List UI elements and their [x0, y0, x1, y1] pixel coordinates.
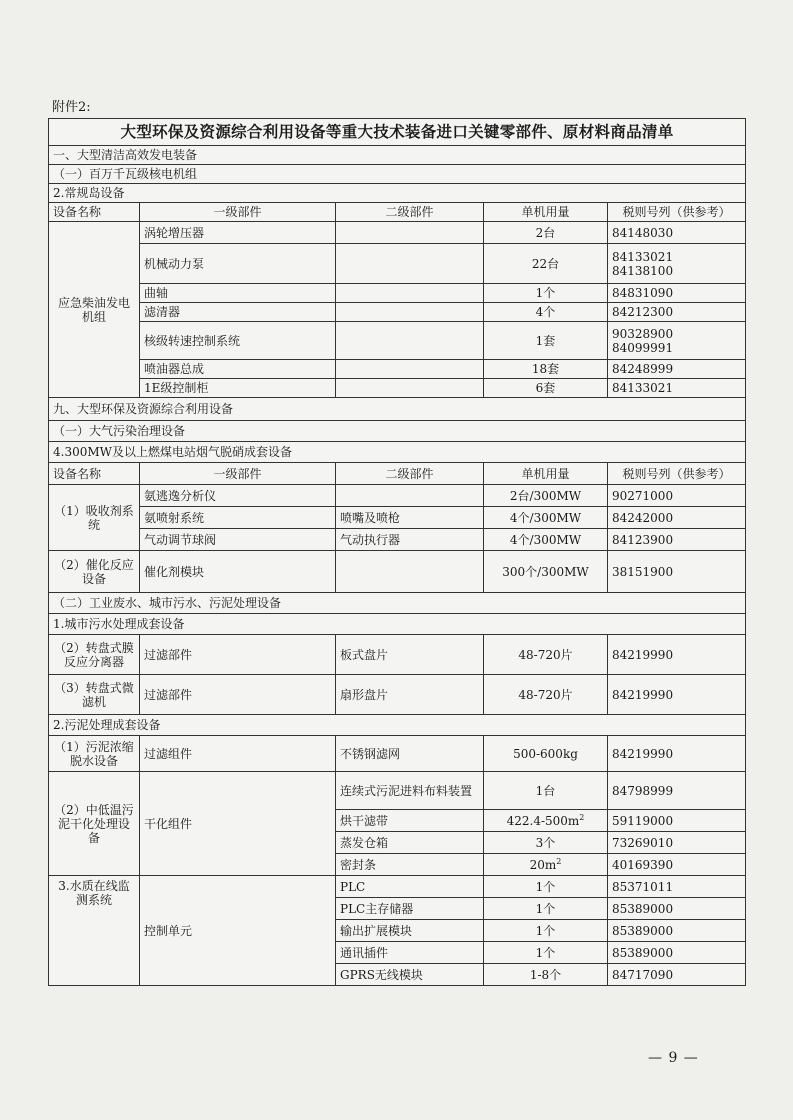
- section-heading: 一、大型清洁高效发电装备: [49, 146, 746, 165]
- table-row: [49, 635, 746, 675]
- table-row: [49, 507, 746, 529]
- table-row: [49, 876, 746, 898]
- tariff-code: 84138100: [612, 263, 674, 278]
- table-row: [49, 529, 746, 551]
- quantity: 22台: [484, 244, 608, 284]
- tariff-code: 85371011: [608, 876, 746, 898]
- tariff-code: 84242000: [608, 507, 746, 529]
- category-heading: 1.城市污水处理成套设备: [49, 614, 746, 635]
- quantity: 1个: [484, 898, 608, 920]
- header-code: 税则号列（供参考）: [608, 463, 746, 485]
- tariff-code: 84248999: [608, 360, 746, 379]
- tariff-code: 59119000: [608, 810, 746, 832]
- subpart-name: 气动执行器: [336, 529, 484, 551]
- tariff-code: 84717090: [608, 964, 746, 986]
- header-row: [49, 203, 746, 222]
- tariff-code: 84099991: [612, 340, 674, 355]
- header-subpart: 二级部件: [336, 203, 484, 222]
- quantity-cell: [484, 854, 608, 876]
- quantity: 4个: [484, 303, 608, 322]
- quantity: 20m: [529, 857, 557, 872]
- tariff-code: 90271000: [608, 485, 746, 507]
- header-qty: 单机用量: [484, 203, 608, 222]
- quantity-cell: [484, 810, 608, 832]
- tariff-code: 84831090: [608, 284, 746, 303]
- tariff-code: 90328900: [612, 326, 674, 341]
- table-row: [49, 244, 746, 284]
- header-device: 设备名称: [49, 203, 140, 222]
- quantity: 4个/300MW: [484, 529, 608, 551]
- tariff-code: 85389000: [608, 920, 746, 942]
- quantity: 1个: [484, 942, 608, 964]
- tariff-code: 73269010: [608, 832, 746, 854]
- part-name: 过滤部件: [140, 635, 336, 675]
- subpart-name: 密封条: [336, 854, 484, 876]
- tariff-code: 84133021: [608, 379, 746, 398]
- quantity: 1台: [484, 772, 608, 810]
- part-name: 喷油器总成: [140, 360, 336, 379]
- tariff-code: 84133021: [612, 249, 674, 264]
- device-name: （2）催化反应设备: [49, 551, 140, 593]
- device-name: （3）转盘式微滤机: [49, 675, 140, 715]
- subpart-name: 烘干滤带: [336, 810, 484, 832]
- part-name: 控制单元: [140, 876, 336, 986]
- header-qty: 单机用量: [484, 463, 608, 485]
- table-row: [49, 360, 746, 379]
- device-name: 应急柴油发电机组: [49, 222, 140, 398]
- quantity: 18套: [484, 360, 608, 379]
- tariff-code: 84219990: [608, 675, 746, 715]
- attachment-label: 附件2:: [52, 100, 91, 115]
- subpart-name: 扇形盘片: [336, 675, 484, 715]
- table-row: [49, 736, 746, 772]
- part-name: 气动调节球阀: [140, 529, 336, 551]
- device-name: 3.水质在线监测系统: [49, 876, 140, 986]
- subpart-name: 喷嘴及喷枪: [336, 507, 484, 529]
- tariff-code: 38151900: [608, 551, 746, 593]
- tariff-code-cell: [608, 322, 746, 360]
- header-row: [49, 463, 746, 485]
- subpart-name: [336, 551, 484, 593]
- part-name: 催化剂模块: [140, 551, 336, 593]
- page-number: — 9 —: [648, 1050, 699, 1066]
- quantity: 2台/300MW: [484, 485, 608, 507]
- subpart-name: 连续式污泥进料布料装置: [336, 772, 484, 810]
- tariff-code: 84798999: [608, 772, 746, 810]
- device-name: （1）吸收剂系统: [49, 485, 140, 551]
- device-name: （1）污泥浓缩脱水设备: [49, 736, 140, 772]
- part-name: 1E级控制柜: [140, 379, 336, 398]
- document-title: 大型环保及资源综合利用设备等重大技术装备进口关键零部件、原材料商品清单: [49, 119, 746, 146]
- quantity: 48-720片: [484, 675, 608, 715]
- quantity: 422.4-500m: [506, 813, 580, 828]
- header-device: 设备名称: [49, 463, 140, 485]
- table-row: [49, 675, 746, 715]
- subpart-name: [336, 360, 484, 379]
- tariff-code: 85389000: [608, 898, 746, 920]
- subpart-name: 不锈钢滤网: [336, 736, 484, 772]
- table-row: [49, 322, 746, 360]
- tariff-code: 85389000: [608, 942, 746, 964]
- part-name: 核级转速控制系统: [140, 322, 336, 360]
- subpart-name: [336, 379, 484, 398]
- quantity-superscript: 2: [579, 812, 585, 822]
- subsection-heading: （二）工业废水、城市污水、污泥处理设备: [49, 593, 746, 614]
- header-code: 税则号列（供参考）: [608, 203, 746, 222]
- quantity: 4个/300MW: [484, 507, 608, 529]
- quantity: 1个: [484, 876, 608, 898]
- part-name: 滤清器: [140, 303, 336, 322]
- quantity: 1-8个: [484, 964, 608, 986]
- table-row: [49, 379, 746, 398]
- part-name: 氨喷射系统: [140, 507, 336, 529]
- category-heading: 4.300MW及以上燃煤电站烟气脱硝成套设备: [49, 442, 746, 463]
- header-part: 一级部件: [140, 203, 336, 222]
- quantity: 2台: [484, 222, 608, 244]
- quantity: 1套: [484, 322, 608, 360]
- tariff-code: 84219990: [608, 635, 746, 675]
- subpart-name: [336, 322, 484, 360]
- part-name: 涡轮增压器: [140, 222, 336, 244]
- tariff-code: 84212300: [608, 303, 746, 322]
- tariff-code: 84123900: [608, 529, 746, 551]
- subpart-name: [336, 485, 484, 507]
- subpart-name: [336, 222, 484, 244]
- part-name: 机械动力泵: [140, 244, 336, 284]
- table-row: [49, 551, 746, 593]
- tariff-code-cell: [608, 244, 746, 284]
- table-row: [49, 772, 746, 810]
- device-name: （2）转盘式膜反应分离器: [49, 635, 140, 675]
- quantity: 500-600kg: [484, 736, 608, 772]
- device-name: （2）中低温污泥干化处理设备: [49, 772, 140, 876]
- quantity-superscript: 2: [556, 856, 562, 866]
- subpart-name: [336, 284, 484, 303]
- table-row: [49, 485, 746, 507]
- part-name: 氨逃逸分析仪: [140, 485, 336, 507]
- category-heading: 2.常规岛设备: [49, 184, 746, 203]
- subpart-name: 板式盘片: [336, 635, 484, 675]
- tariff-code: 40169390: [608, 854, 746, 876]
- table-row: [49, 284, 746, 303]
- tariff-code: 84148030: [608, 222, 746, 244]
- tariff-code: 84219990: [608, 736, 746, 772]
- quantity: 48-720片: [484, 635, 608, 675]
- part-name: 过滤组件: [140, 736, 336, 772]
- table-row: [49, 222, 746, 244]
- subpart-name: 输出扩展模块: [336, 920, 484, 942]
- quantity: 1个: [484, 920, 608, 942]
- subpart-name: PLC: [336, 876, 484, 898]
- subpart-name: [336, 303, 484, 322]
- subpart-name: [336, 244, 484, 284]
- part-name: 过滤部件: [140, 675, 336, 715]
- subpart-name: GPRS无线模块: [336, 964, 484, 986]
- section-heading: 九、大型环保及资源综合利用设备: [49, 398, 746, 421]
- part-name: 干化组件: [140, 772, 336, 876]
- table-row: [49, 303, 746, 322]
- quantity: 1个: [484, 284, 608, 303]
- header-part: 一级部件: [140, 463, 336, 485]
- subpart-name: 蒸发仓箱: [336, 832, 484, 854]
- quantity: 3个: [484, 832, 608, 854]
- subpart-name: 通讯插件: [336, 942, 484, 964]
- quantity: 6套: [484, 379, 608, 398]
- subpart-name: PLC主存储器: [336, 898, 484, 920]
- subsection-heading: （一）大气污染治理设备: [49, 421, 746, 442]
- quantity: 300个/300MW: [484, 551, 608, 593]
- part-name: 曲轴: [140, 284, 336, 303]
- header-subpart: 二级部件: [336, 463, 484, 485]
- subsection-heading: （一）百万千瓦级核电机组: [49, 165, 746, 184]
- equipment-parts-table: [48, 118, 746, 986]
- category-heading: 2.污泥处理成套设备: [49, 715, 746, 736]
